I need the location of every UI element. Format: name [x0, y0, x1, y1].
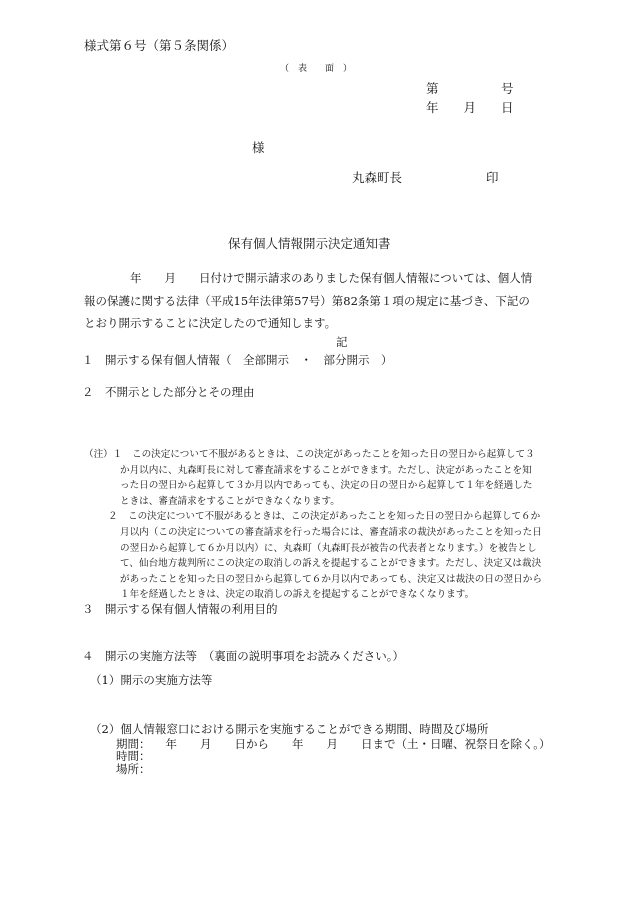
note-1-line-2: か月以内に、丸森町長に対して審査請求をすることができます。ただし、決定があったことを知 [120, 464, 532, 476]
issue-date-label: 年 月 日 [426, 100, 514, 115]
note-2-line-3: の翌日から起算して６か月以内）に、丸森町（丸森町長が被告の代表者となります。）を被告とし [120, 542, 537, 554]
note-1-label: （注）１ [84, 449, 123, 460]
note-1-line-4: ときは、審査請求をすることができなくなります。 [120, 495, 340, 507]
side-label: （ 表 面 ） [280, 64, 353, 74]
period-value: 年 月 日から 年 月 日まで（土・日曜、祝祭日を除く。） [154, 737, 551, 751]
body-paragraph [84, 267, 532, 335]
note-2-line-5: があったことを知った日の翌日から起算して６か月以内であっても、決定又は裁決の日の翌日から [120, 573, 542, 585]
item-4-sub-2: （2）個人情報窓口における開示を実施することができる期間、時間及び場所 [90, 722, 489, 736]
item-3-purpose-of-use: ３ 開示する保有個人情報の利用目的 [82, 602, 278, 616]
note-2-line-2: 月以内（この決定についての審査請求を行った場合には、審査請求の裁決があったことを知った日 [120, 527, 542, 538]
note-2-line-1: この決定について不服があるときは、この決定があったことを知った日の翌日から起算して６か [128, 511, 541, 523]
time-label: 時間： [116, 749, 151, 763]
issuer-name: 丸森町長 [352, 170, 403, 185]
item-4-sub-1: （1）開示の実施方法等 [90, 673, 213, 687]
note-2-line-4: て、仙台地方裁判所にこの決定の取消しの訴えを提起することができます。ただし、決定又は裁決 [120, 558, 542, 570]
place-label: 場所： [116, 762, 151, 776]
document-number-label: 第 号 [426, 81, 514, 96]
note-2-label: ２ [108, 511, 118, 523]
ki-mark: 記 [336, 335, 348, 349]
note-2-line-6: １年を経過したときは、決定の取消しの訴えを提起することができなくなります。 [120, 589, 475, 601]
note-1-line-1: この決定について不服があるときは、この決定があったことを知った日の翌日から起算して３ [132, 449, 535, 460]
body-line-2: 報の保護に関する法律（平成15年法律第57号）第82条第１項の規定に基づき、下記の [84, 293, 530, 308]
body-line-3: とおり開示することに決定したので通知します。 [84, 316, 337, 330]
item-4-disclosure-method: ４ 開示の実施方法等 （裏面の説明事項をお読みください。） [82, 649, 404, 663]
form-number: 様式第６号（第５条関係） [84, 38, 235, 53]
period-label: 期間： [116, 737, 151, 751]
item-2-non-disclosed-reason: ２ 不開示とした部分とその理由 [82, 385, 255, 399]
item-1-disclosed-info: １ 開示する保有個人情報（ 全部開示 ・ 部分開示 ） [82, 353, 393, 367]
body-line-1: 年 月 日付けで開示請求のありました保有個人情報については、個人情 [84, 271, 533, 285]
seal-mark: 印 [486, 170, 499, 185]
document-title: 保有個人情報開示決定通知書 [228, 236, 391, 251]
note-1-line-3: った日の翌日から起算して３か月以内であっても、決定の日の翌日から起算して１年を経過した [120, 480, 533, 492]
addressee-suffix: 様 [252, 140, 265, 155]
